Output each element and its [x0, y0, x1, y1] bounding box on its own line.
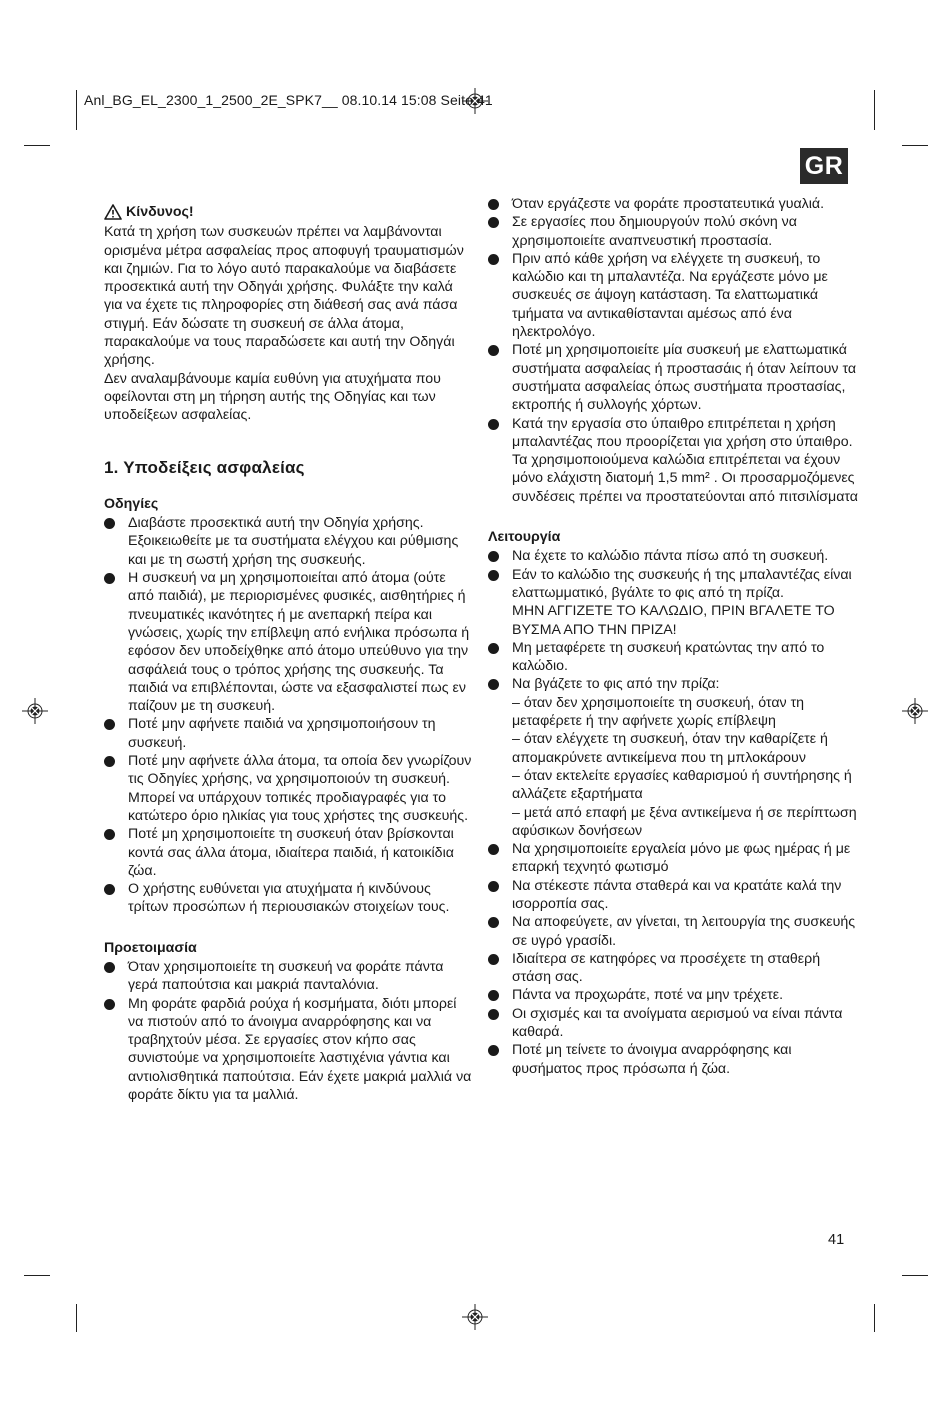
- bullet-icon: [488, 551, 499, 562]
- warning-paragraph: Κατά τη χρήση των συσκευών πρέπει να λαμβάνονται ορισμένα μέτρα ασφαλείας προς αποφυγή τραυματισμών και ζημιών. Για το λόγο αυτό παρακαλούμε να διαβάσετε προσεκτικά αυτή την Οδηγάι χρήσης. Φυλάξτε την καλά για να έχετε τις πληροφορίες στη διάθεσή σας ανά πάσα στιγμή. Εάν δώσατε τη συσκευή σε άλλα άτομα, παρακαλούμε να τους παραδώσετε και αυτή την Οδηγάι χρήσης.: [104, 224, 464, 369]
- operation-title: Λειτουργία: [488, 529, 561, 546]
- list-item: Εάν το καλώδιο της συσκευής ή της μπαλαντέζας είναι ελαττωμματικό, βγάλτε το φις από τη πρίζα. ΜΗΝ ΑΓΓΙΖΕΤΕ ΤΟ ΚΑΛΩΔΙΟ, ΠΡΙΝ ΒΓΑΛΕΤΕ ΤΟ ΒΥΣΜΑ ΑΠΟ ΤΗΝ ΠΡΙΖΑ!: [488, 566, 860, 639]
- list-item: Να βγάζετε το φις από την πρίζα: – όταν δεν χρησιμοποιείτε τη συσκευή, όταν τη μεταφέρετε ή την αφήνετε χωρίς επίβλεψη – όταν ελέγχετε τη συσκευή, όταν την καθαρίζετε ή απομακρύνετε αντικείμενα που τη μπλοκάρουν – όταν εκτελείτε εργασίες καθαρισμού ή συντήρησης ή αλλάζετε εξαρτήματα – μετά από επαφή με ξένα αντικείμενα ή σε περίπτωση αφύσικων δονήσεων: [488, 675, 860, 840]
- list-item: Ποτέ μη χρησιμοποιείτε τη συσκευή όταν βρίσκονται κοντά σας άλλα άτομα, ιδιαίτερα παιδιά, ή κατοικίδια ζώα.: [104, 825, 472, 880]
- crop-mark-top-right-vertical: [874, 90, 875, 130]
- bullet-icon: [104, 829, 115, 840]
- warning-paragraph: Δεν αναλαμβάνουμε καμία ευθύνη για ατυχήματα που οφείλονται στη μη τήρηση αυτής της Οδηγίας και των υποδείξεων ασφαλείας.: [104, 370, 441, 424]
- bullet-icon: [488, 345, 499, 356]
- bullet-icon: [104, 884, 115, 895]
- crop-mark-top-right-horizontal: [902, 145, 928, 146]
- list-item: Να χρησιμοποιείτε εργαλεία μόνο με φως ημέρας ή με επαρκή τεχνητό φωτισμό: [488, 840, 860, 877]
- list-item: Μη φοράτε φαρδιά ρούχα ή κοσμήματα, διότι μπορεί να πιστούν από το άνοιγμα αναρρόφησης και να τραβηχτούν μέσα. Σε εργασίες στον κήπο σας συνιστούμε να χρησιμοποιείτε λαστιχένια γάντια και αντιολισθητικά παπούτσια. Εάν έχετε μακριά μαλλιά να φοράτε δίκτυ για τα μαλλιά.: [104, 995, 472, 1105]
- list-item: Μη μεταφέρετε τη συσκευή κρατώντας την από το καλώδιο.: [488, 639, 860, 676]
- operation-list: [488, 547, 860, 1078]
- bullet-icon: [488, 1045, 499, 1056]
- preparation-list: [104, 958, 472, 1104]
- list-item: Σε εργασίες που δημιουργούν πολύ σκόνη να χρησιμοποιείτε αναπνευστική προστασία.: [488, 213, 860, 250]
- warning-text: [104, 223, 472, 424]
- list-item: Ποτέ μη τείνετε το άνοιγμα αναρρόφησης και φυσήματος προς πρόσωπα ή ζώα.: [488, 1041, 860, 1078]
- right-column: [488, 195, 860, 1078]
- bullet-icon: [104, 999, 115, 1010]
- bullet-icon: [488, 679, 499, 690]
- instructions-title: Οδηγίες: [104, 495, 159, 512]
- list-item: Ο χρήστης ευθύνεται για ατυχήματα ή κινδύνους τρίτων προσώπων ή περιουσιακών στοιχείων τους.: [104, 880, 472, 917]
- bullet-icon: [104, 518, 115, 529]
- bullet-icon: [488, 917, 499, 928]
- bullet-icon: [488, 643, 499, 654]
- bullet-icon: [488, 1009, 499, 1020]
- bullet-icon: [488, 419, 499, 430]
- bullet-icon: [104, 756, 115, 767]
- list-item: Ποτέ μην αφήνετε παιδιά να χρησιμοποιήσουν τη συσκευή.: [104, 715, 472, 752]
- list-item: Διαβάστε προσεκτικά αυτή την Οδηγία χρήσης. Εξοικειωθείτε με τα συστήματα ελέγχου και ρύθμισης και με τη σωστή χρήση της συσκευής.: [104, 514, 472, 569]
- list-item: Πάντα να προχωράτε, ποτέ να μην τρέχετε.: [488, 986, 860, 1004]
- bullet-icon: [488, 844, 499, 855]
- bullet-icon: [488, 199, 499, 210]
- left-column: [104, 203, 472, 1104]
- registration-mark-left-icon: [22, 698, 48, 724]
- page-number: 41: [828, 1232, 845, 1248]
- crop-mark-top-left-vertical: [76, 90, 77, 130]
- warning-heading: [104, 203, 472, 221]
- bullet-icon: [488, 217, 499, 228]
- crop-mark-top-left-horizontal: [24, 145, 50, 146]
- section-title: 1. Υποδείξεις ασφαλείας: [104, 457, 305, 477]
- list-item: Πριν από κάθε χρήση να ελέγχετε τη συσκευή, το καλώδιο και τη μπαλαντέζα. Να εργάζεστε μόνο με συσκευές σε άψογη κατάσταση. Τα ελαττωματικά τμήματα να αντικαθίστανται αμέσως από ένα ηλεκτρολόγο.: [488, 250, 860, 341]
- registration-mark-bottom-icon: [462, 1304, 488, 1330]
- list-item: Ιδιαίτερα σε κατηφόρες να προσέχετε τη σταθερή στάση σας.: [488, 950, 860, 987]
- bullet-icon: [488, 990, 499, 1001]
- warning-triangle-icon: [104, 204, 122, 220]
- list-item: Όταν εργάζεστε να φοράτε προστατευτικά γυαλιά.: [488, 195, 860, 213]
- warning-title: Κίνδυνος!: [126, 204, 194, 220]
- list-item: Να στέκεστε πάντα σταθερά και να κρατάτε καλά την ισορροπία σας.: [488, 877, 860, 914]
- preparation-continued-list: [488, 195, 860, 506]
- registration-mark-right-icon: [902, 698, 928, 724]
- list-item: Να έχετε το καλώδιο πάντα πίσω από τη συσκευή.: [488, 547, 860, 565]
- bullet-icon: [104, 573, 115, 584]
- list-item: Κατά την εργασία στο ύπαιθρο επιτρέπεται η χρήση μπαλαντέζας που προορίζεται για χρήση στο ύπαιθρο. Τα χρησιμοποιούμενα καλώδια επιτρέπεται να έχουν μόνο ελάχιστη διατομή 1,5 mm² . Οι προσαρμοζόμενες συνδέσεις πρέπει να προστατεύονται από πιτσιλίσματα: [488, 415, 860, 506]
- list-item: Η συσκευή να μη χρησιμοποιείται από άτομα (ούτε από παιδιά), με περιορισμένες φυσικές, αισθητήριες ή πνευματικές ικανότητες ή με ανεπαρκή πείρα και γνώσεις, χωρίς την επίβλεψη από ενήλικα πρόσωπα ή εφόσον δεν υποδείχθηκε από άτομο υπεύθυνο για την ασφάλειά τους ο τρόπος χρήσης της συσκευής. Τα παιδιά να επιβλέπονται, ώστε να εξασφαλιστεί πως εν παίζουν με τη συσκευή.: [104, 569, 472, 715]
- bullet-icon: [488, 954, 499, 965]
- language-badge: GR: [800, 148, 848, 184]
- list-item: Να αποφεύγετε, αν γίνεται, τη λειτουργία της συσκευής σε υγρό γρασίδι.: [488, 913, 860, 950]
- crop-mark-bottom-left-horizontal: [24, 1275, 50, 1276]
- bullet-icon: [488, 254, 499, 265]
- preparation-title: Προετοιμασία: [104, 939, 197, 956]
- crop-mark-bottom-right-horizontal: [902, 1275, 928, 1276]
- bullet-icon: [104, 719, 115, 730]
- bullet-icon: [488, 570, 499, 581]
- list-item: Όταν χρησιμοποιείτε τη συσκευή να φοράτε πάντα γερά παπούτσια και μακριά πανταλόνια.: [104, 958, 472, 995]
- bullet-icon: [488, 881, 499, 892]
- print-header-file-info: Anl_BG_EL_2300_1_2500_2E_SPK7__ 08.10.14 15:08 Seite 41: [84, 92, 493, 108]
- list-item: Οι σχισμές και τα ανοίγματα αερισμού να είναι πάντα καθαρά.: [488, 1005, 860, 1042]
- list-item: Ποτέ μη χρησιμοποιείτε μία συσκευή με ελαττωματικά συστήματα ασφαλείας ή προστασάις ή όταν λείπουν τα συστήματα ασφαλείας όπως συστήματα προστασίας, εκτροπής ή συλλογής χόρτων.: [488, 341, 860, 414]
- list-item: Ποτέ μην αφήνετε άλλα άτομα, τα οποία δεν γνωρίζουν τις Οδηγίες χρήσης, να χρησιμοποιούν τη συσκευή. Μπορεί να υπάρχουν τοπικές προδιαγραφές για το κατώτερο όριο ηλικίας για τους χρήστες της συσκευής.: [104, 752, 472, 825]
- bullet-icon: [104, 962, 115, 973]
- crop-mark-bottom-right-vertical: [874, 1304, 875, 1332]
- instructions-list: [104, 514, 472, 917]
- crop-mark-bottom-left-vertical: [76, 1304, 77, 1332]
